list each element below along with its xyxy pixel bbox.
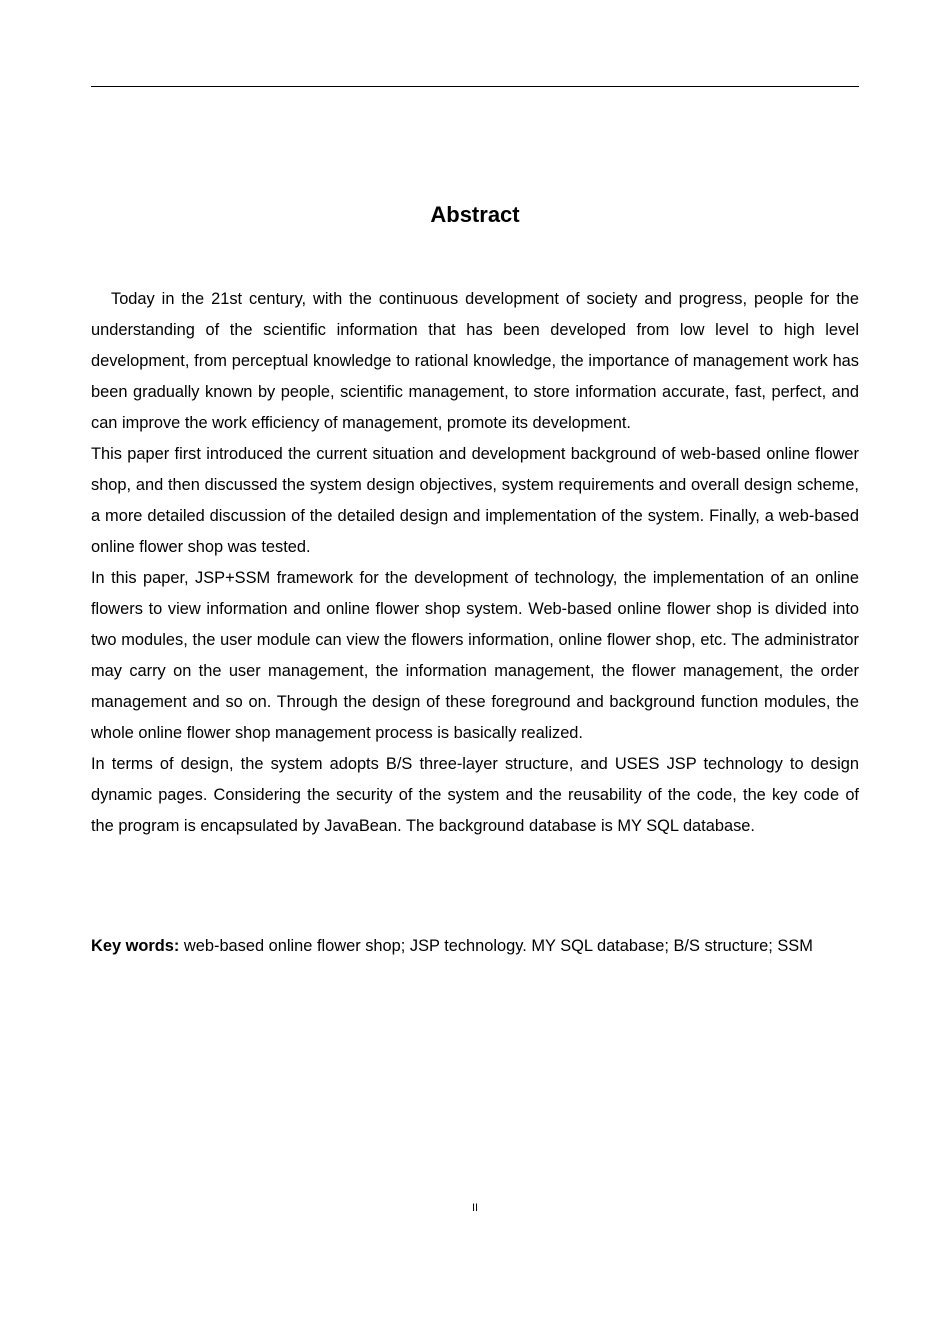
abstract-paragraph-3: In this paper, JSP+SSM framework for the development of technology, the implementation of an online flowers to view information and online flower shop system. Web-based online flower shop is divided into two modules, the user module can view the flowers information, online flower shop, etc. The administrator may carry on the user management, the information management, the flower management, the order management and so on. Through the design of these foreground and background function modules, the whole online flower shop management process is basically realized. bbox=[91, 569, 859, 742]
abstract-body bbox=[91, 284, 859, 842]
abstract-paragraph-4: In terms of design, the system adopts B/S three-layer structure, and USES JSP technology to design dynamic pages. Considering the security of the system and the reusability of the code, the key code of the program is encapsulated by JavaBean. The background database is MY SQL database. bbox=[91, 755, 859, 835]
keywords-line bbox=[91, 931, 859, 962]
keywords-text: web-based online flower shop; JSP technology. MY SQL database; B/S structure; SSM bbox=[179, 937, 813, 955]
keywords-label: Key words: bbox=[91, 937, 180, 955]
abstract-paragraph-1: Today in the 21st century, with the continuous development of society and progress, people for the understanding of the scientific information that has been developed from low level to high level development, from perceptual knowledge to rational knowledge, the importance of management work has been gradually known by people, scientific management, to store information accurate, fast, perfect, and can improve the work efficiency of management, promote its development. bbox=[91, 290, 859, 432]
header-rule bbox=[91, 86, 859, 87]
abstract-paragraph-2: This paper first introduced the current situation and development background of web-based online flower shop, and then discussed the system design objectives, system requirements and overall design scheme, a more detailed discussion of the detailed design and implementation of the system. Finally, a web-based online flower shop was tested. bbox=[91, 445, 859, 556]
page-title: Abstract bbox=[430, 201, 520, 227]
page-number: II bbox=[471, 1202, 479, 1214]
